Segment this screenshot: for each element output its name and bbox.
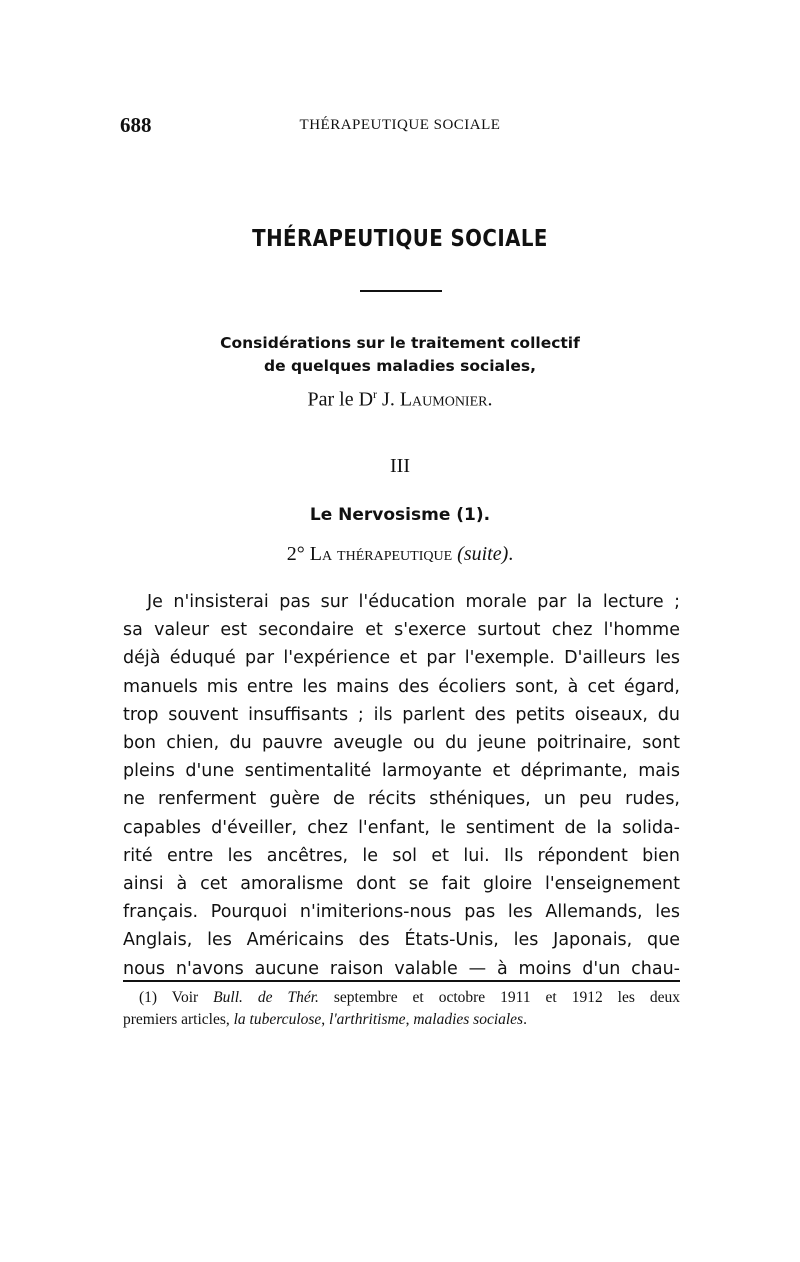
byline-prefix: Par le D <box>307 388 374 411</box>
footnote-text: septembre et octobre 1911 et 1912 les deux <box>318 989 681 1006</box>
chapter-title: Le Nervosisme (1). <box>309 505 491 525</box>
title-rule <box>360 290 442 292</box>
byline-superscript: r <box>373 387 378 401</box>
body-line: ainsi à cet amoralisme dont se fait gloire l'enseignement <box>123 874 680 895</box>
author-byline <box>0 387 800 412</box>
body-paragraph <box>123 588 680 983</box>
subtitle-line-2: de quelques maladies sociales, <box>264 357 536 375</box>
footnote-text: , <box>405 1011 414 1028</box>
body-line: pleins d'une sentimentalité larmoyante et déprimante, mais <box>123 761 680 782</box>
footnote-text: premiers articles, <box>123 1011 234 1028</box>
subtitle-line-1: Considérations sur le traitement collectif <box>220 334 580 352</box>
subsection-italic: (suite) <box>457 543 509 565</box>
body-line: sa valeur est secondaire et s'exerce surtout chez l'homme <box>123 620 680 641</box>
body-line: déjà éduqué par l'expérience et par l'exemple. D'ailleurs les <box>123 648 680 669</box>
footnote-journal: Bull. de Thér. <box>213 989 319 1006</box>
byline-suffix: . <box>487 388 493 411</box>
footnote-text: . <box>523 1011 527 1028</box>
footnote <box>123 987 680 1031</box>
footnote-line-1 <box>123 987 680 1009</box>
page-number: 688 <box>120 113 152 137</box>
body-line: bon chien, du pauvre aveugle ou du jeune poitrinaire, sont <box>123 733 680 754</box>
running-title: THÉRAPEUTIQUE SOCIALE <box>299 117 501 133</box>
subsection-end: . <box>508 543 514 565</box>
body-line: capables d'éveiller, chez l'enfant, le sentiment de la solida- <box>123 817 680 838</box>
subsection-number: 2° <box>286 543 310 565</box>
body-line: nous n'avons aucune raison valable — à moins d'un chau- <box>123 958 680 979</box>
body-line: rité entre les ancêtres, le sol et lui. Ils répondent bien <box>123 845 680 866</box>
footnote-italic: l'arthritisme <box>329 1011 406 1028</box>
footnote-text: , <box>321 1011 330 1028</box>
footnote-line-2 <box>123 1009 680 1031</box>
section-title: THÉRAPEUTIQUE SOCIALE <box>252 226 548 252</box>
byline-initial: J. <box>377 388 400 411</box>
footnote-rule <box>123 980 680 982</box>
body-line: ne renferment guère de récits sthéniques, un peu rudes, <box>123 789 680 810</box>
part-number: III <box>390 455 410 477</box>
body-line: trop souvent insuffisants ; ils parlent des petits oiseaux, du <box>123 704 680 725</box>
subsection-title <box>0 543 800 566</box>
body-line: Je n'insisterai pas sur l'éducation morale par la lecture ; <box>147 592 680 612</box>
body-line: manuels mis entre les mains des écoliers sont, à cet égard, <box>123 676 680 697</box>
footnote-italic: maladies sociales <box>413 1011 524 1028</box>
subsection-label: La thérapeutique <box>309 543 453 565</box>
body-line: français. Pourquoi n'imiterions-nous pas les Allemands, les <box>123 902 680 923</box>
footnote-text: Voir <box>157 989 214 1006</box>
footnote-italic: la tuberculose <box>233 1011 322 1028</box>
byline-surname: Laumonier <box>399 388 488 411</box>
running-head <box>120 113 680 143</box>
body-line: Anglais, les Américains des États-Unis, les Japonais, que <box>123 930 680 951</box>
footnote-marker: (1) <box>139 989 158 1006</box>
